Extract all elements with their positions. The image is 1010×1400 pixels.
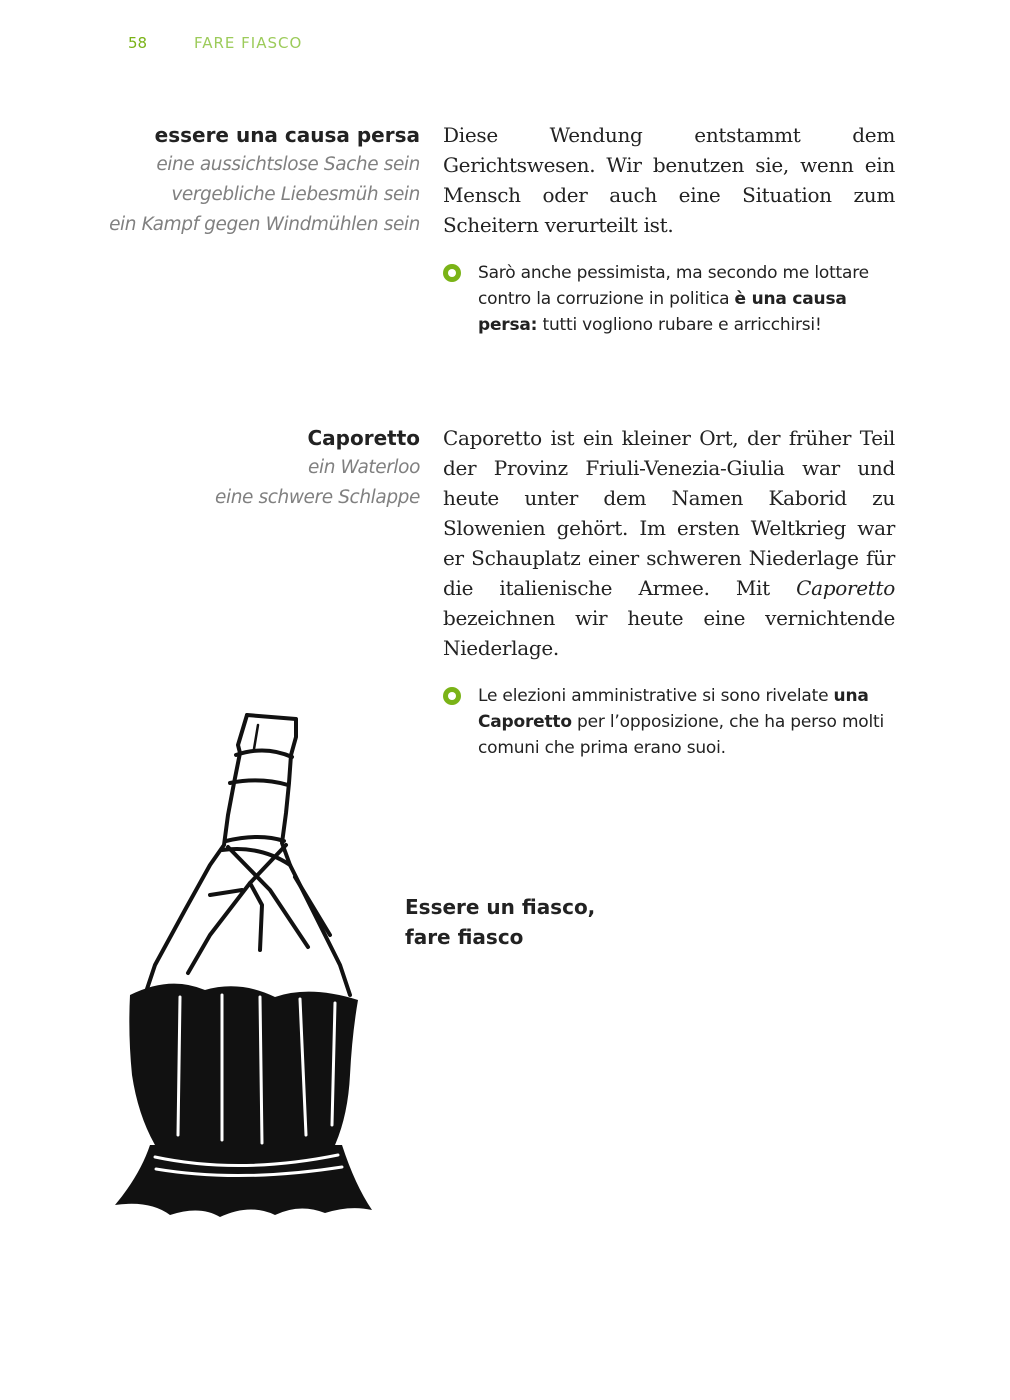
section-title: [405, 892, 595, 952]
entry-1-term: essere una causa persa: [154, 123, 420, 147]
page-header: [0, 34, 1010, 58]
entry-2-example-text: Le elezioni amministrative si sono rivelate una Caporetto per l’opposizione, che ha perso molti comuni che prima erano suoi.: [478, 686, 885, 758]
entry-1-explanation: Diese Wendung entstammt dem Gerichtswesen. Wir benutzen sie, wenn ein Mensch oder auch eine Situation zum Scheitern verurteilt ist.: [443, 123, 895, 237]
entry-1-terms: [60, 120, 420, 240]
entry-2-term: Caporetto: [307, 426, 420, 450]
entry-1-body: [443, 120, 895, 338]
entry-1-synonym: ein Kampf gegen Windmühlen sein: [109, 214, 420, 235]
entry-2-explanation: Caporetto ist ein kleiner Ort, der früher Teil der Provinz Friuli-Venezia-Giulia war und heute unter dem Namen Kaborid zu Slowenien gehört. Im ersten Weltkrieg war er Schauplatz einer schweren Niederlage für die italienische Armee. Mit Caporetto bezeichnen wir heute eine vernichtende Niederlage.: [443, 426, 895, 660]
entry-2-example-highlight: una Caporetto: [478, 686, 869, 732]
entry-2-example: [443, 683, 895, 761]
section-title-line-2: fare fiasco: [405, 925, 524, 949]
page-number: 58: [128, 34, 148, 52]
entry-2-explanation-italic: Caporetto: [796, 576, 895, 600]
entry-1-example: [443, 260, 895, 338]
fiasco-bottle-icon: [110, 705, 380, 1235]
entry-2-body: [443, 423, 895, 761]
section-title-line-1: Essere un fiasco,: [405, 895, 596, 919]
running-title: FARE FIASCO: [194, 34, 303, 52]
entry-1-example-highlight: è una causa persa:: [478, 289, 847, 335]
green-ring-bullet-icon: [443, 687, 461, 705]
entry-2-synonym: eine schwere Schlappe: [214, 487, 420, 508]
entry-2-terms: [60, 423, 420, 513]
entry-1-synonym: vergebliche Liebesmüh sein: [171, 184, 420, 205]
entry-1-synonym: eine aussichtslose Sache sein: [156, 154, 420, 175]
green-ring-bullet-icon: [443, 264, 461, 282]
entry-1-example-text: Sarò anche pessimista, ma secondo me lottare contro la corruzione in politica è una causa persa: tutti vogliono rubare e arricchirsi!: [478, 263, 869, 335]
entry-2-synonym: ein Waterloo: [308, 457, 420, 478]
